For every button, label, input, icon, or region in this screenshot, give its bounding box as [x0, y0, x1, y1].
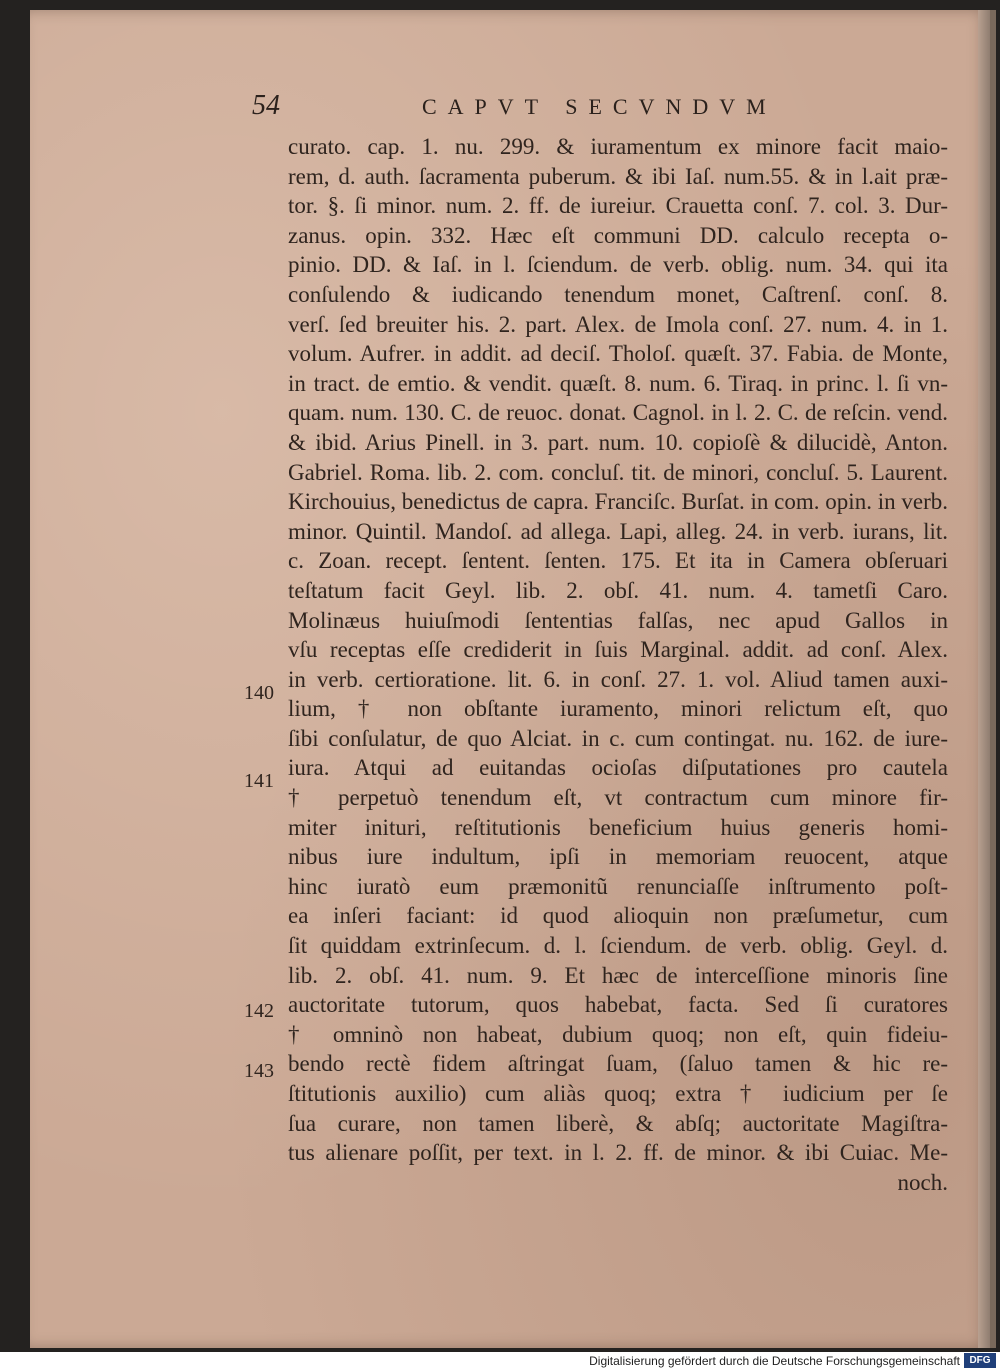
text-line: tus alienare poſſit, per text. in l. 2. ff. de minor. & ibi Cuiac. Me-	[288, 1140, 948, 1166]
text-line: in verb. certioratione. lit. 6. in conſ. 27. 1. vol. Aliud tamen auxi-	[288, 666, 948, 692]
text-line: ſtitutionis auxilio) cum aliàs quoq; extra † iudicium per ſe	[288, 1081, 948, 1106]
text-line: c. Zoan. recept. ſentent. ſenten. 175. Et ita in Camera obſeruari	[288, 548, 948, 574]
text-line: iura. Atqui ad euitandas ocioſas diſputationes pro cautela	[288, 755, 948, 781]
text-line: Kirchouius, benedictus de capra. Franciſc. Burſat. in com. opin. in verb.	[288, 489, 948, 515]
text-line: lib. 2. obſ. 41. num. 9. Et hæc de interceſſione minoris ſine	[288, 962, 948, 988]
text-line: vſu receptas eſſe crediderit in ſuis Marginal. addit. ad conſ. Alex.	[288, 637, 948, 663]
text-line: ea inſeri faciant: id quod alioquin non præſumetur, cum	[288, 903, 948, 929]
text-line: rem, d. auth. ſacramenta puberum. & ibi Iaſ. num.55. & in l.ait præ-	[288, 163, 948, 189]
text-line: bendo rectè fidem aſtringat ſuam, (ſaluo tamen & hic re-	[288, 1051, 948, 1077]
text-line: hinc iuratò eum præmonitũ renunciaſſe inſtrumento poſt-	[288, 873, 948, 899]
page-header	[252, 90, 822, 130]
body-text	[288, 132, 948, 1197]
text-line: auctoritate tutorum, quos habebat, facta. Sed ſi curatores	[288, 992, 948, 1018]
text-line: teſtatum facit Geyl. lib. 2. obſ. 41. num. 4. tametſi Caro.	[288, 577, 948, 603]
text-line: zanus. opin. 332. Hæc eſt communi DD. calculo recepta o-	[288, 222, 948, 248]
page-number: 54	[252, 90, 280, 121]
text-line: quam. num. 130. C. de reuoc. donat. Cagnol. in l. 2. C. de reſcin. vend.	[288, 400, 948, 426]
text-line: lium, † non obſtante iuramento, minori relictum eſt, quo	[288, 696, 948, 722]
text-line: miter inituri, reſtitutionis beneficium huius generis homi-	[288, 814, 948, 840]
text-line: curato. cap. 1. nu. 299. & iuramentum ex minore facit maio-	[288, 134, 948, 159]
footer-credit: Digitalisierung gefördert durch die Deutsche Forschungsgemeinschaft	[589, 1354, 960, 1368]
text-line: † perpetuò tenendum eſt, vt contractum cum minore fir-	[288, 785, 948, 811]
text-line: minor. Quintil. Mandoſ. ad allega. Lapi, alleg. 24. in verb. iurans, lit.	[288, 518, 948, 544]
text-line: Gabriel. Roma. lib. 2. com. concluſ. tit. de minori, concluſ. 5. Laurent.	[288, 459, 948, 485]
text-line: volum. Aufrer. in addit. ad deciſ. Tholoſ. quæſt. 37. Fabia. de Monte,	[288, 341, 948, 367]
text-line: nibus iure indultum, ipſi in memoriam reuocent, atque	[288, 844, 948, 870]
text-line: ſua curare, non tamen liberè, & abſq; auctoritate Magiſtra-	[288, 1110, 948, 1136]
page-edge	[978, 10, 990, 1348]
dfg-logo: DFG	[964, 1353, 996, 1368]
margin-note-142: 142	[244, 1000, 274, 1022]
margin-note-141: 141	[244, 770, 274, 792]
text-line: ſit quiddam extrinſecum. d. l. ſciendum. de verb. oblig. Geyl. d.	[288, 933, 948, 959]
margin-note-143: 143	[244, 1060, 274, 1082]
text-line: ſibi conſulatur, de quo Alciat. in c. cum contingat. nu. 162. de iure-	[288, 725, 948, 751]
text-line: verſ. ſed breuiter his. 2. part. Alex. de Imola conſ. 27. num. 4. in 1.	[288, 311, 948, 337]
text-line: Molinæus huiuſmodi ſententias falſas, nec apud Gallos in	[288, 607, 948, 633]
margin-note-140: 140	[244, 682, 274, 704]
text-line: & ibid. Arius Pinell. in 3. part. num. 10. copioſè & dilucidè, Anton.	[288, 429, 948, 455]
text-line: noch.	[897, 1169, 948, 1195]
text-line: tor. §. ſi minor. num. 2. ff. de iureiur. Crauetta conſ. 7. col. 3. Dur-	[288, 193, 948, 219]
text-line: in tract. de emtio. & vendit. quæſt. 8. num. 6. Tiraq. in princ. l. ſi vn-	[288, 370, 948, 396]
running-head: CAPVT SECVNDVM	[422, 94, 777, 119]
text-line: pinio. DD. & Iaſ. in l. ſciendum. de verb. oblig. num. 34. qui ita	[288, 252, 948, 278]
text-line: † omninò non habeat, dubium quoq; non eſt, quin fideiu-	[288, 1021, 948, 1047]
text-line: conſulendo & iudicando tenendum monet, Caſtrenſ. conſ. 8.	[288, 281, 948, 307]
